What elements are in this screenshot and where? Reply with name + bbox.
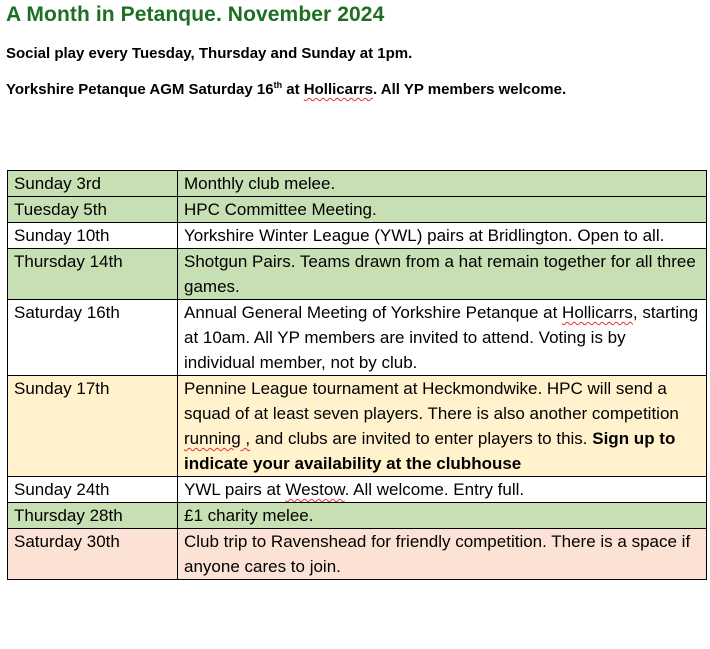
event-description: Monthly club melee. xyxy=(178,171,707,197)
events-table xyxy=(7,170,707,580)
table-row xyxy=(8,477,707,503)
event-venue: Westow xyxy=(285,480,345,499)
table-row xyxy=(8,171,707,197)
table-row xyxy=(8,197,707,223)
event-description xyxy=(178,477,707,503)
agm-at: at xyxy=(282,81,304,98)
event-date: Sunday 24th xyxy=(8,477,178,503)
event-date: Sunday 10th xyxy=(8,223,178,249)
event-signup-note: Sign up to indicate your availability at the clubhouse xyxy=(184,429,676,473)
event-date: Tuesday 5th xyxy=(8,197,178,223)
agm-notice xyxy=(6,81,566,98)
event-text-flagged: running , xyxy=(184,429,251,448)
table-row xyxy=(8,300,707,376)
event-venue: Hollicarrs xyxy=(562,303,633,322)
agm-superscript: th xyxy=(273,80,283,90)
agm-venue: Hollicarrs xyxy=(303,81,373,98)
table-row xyxy=(8,376,707,477)
event-text-part: . All welcome. Entry full. xyxy=(344,480,525,499)
agm-suffix: . All YP members welcome. xyxy=(372,81,567,98)
event-text-part: , starting at 10am. All YP members are invited to attend. Voting is by individual member, not by club. xyxy=(184,303,699,372)
event-description: £1 charity melee. xyxy=(178,503,707,529)
event-date: Sunday 3rd xyxy=(8,171,178,197)
table-row xyxy=(8,249,707,300)
event-text-part: Annual General Meeting of Yorkshire Petanque at xyxy=(184,303,563,322)
event-text-part: YWL pairs at xyxy=(184,480,286,499)
event-date: Thursday 14th xyxy=(8,249,178,300)
event-date: Thursday 28th xyxy=(8,503,178,529)
social-play-notice: Social play every Tuesday, Thursday and Sunday at 1pm. xyxy=(6,45,413,62)
table-row xyxy=(8,223,707,249)
event-description: Club trip to Ravenshead for friendly competition. There is a space if anyone cares to join. xyxy=(178,529,707,580)
event-description xyxy=(178,300,707,376)
event-description: Yorkshire Winter League (YWL) pairs at Bridlington. Open to all. xyxy=(178,223,707,249)
event-date: Sunday 17th xyxy=(8,376,178,477)
event-text-part: and clubs are invited to enter players to this. xyxy=(250,429,593,448)
event-description: Shotgun Pairs. Teams drawn from a hat remain together for all three games. xyxy=(178,249,707,300)
event-text-part: Pennine League tournament at Heckmondwike. HPC will send a squad of at least seven players. There is also another competition xyxy=(184,379,679,423)
event-date: Saturday 30th xyxy=(8,529,178,580)
agm-prefix: Yorkshire Petanque AGM Saturday 16 xyxy=(6,81,274,98)
event-description xyxy=(178,376,707,477)
page-title: A Month in Petanque. November 2024 xyxy=(6,3,385,26)
table-row xyxy=(8,503,707,529)
event-description: HPC Committee Meeting. xyxy=(178,197,707,223)
table-row xyxy=(8,529,707,580)
event-date: Saturday 16th xyxy=(8,300,178,376)
